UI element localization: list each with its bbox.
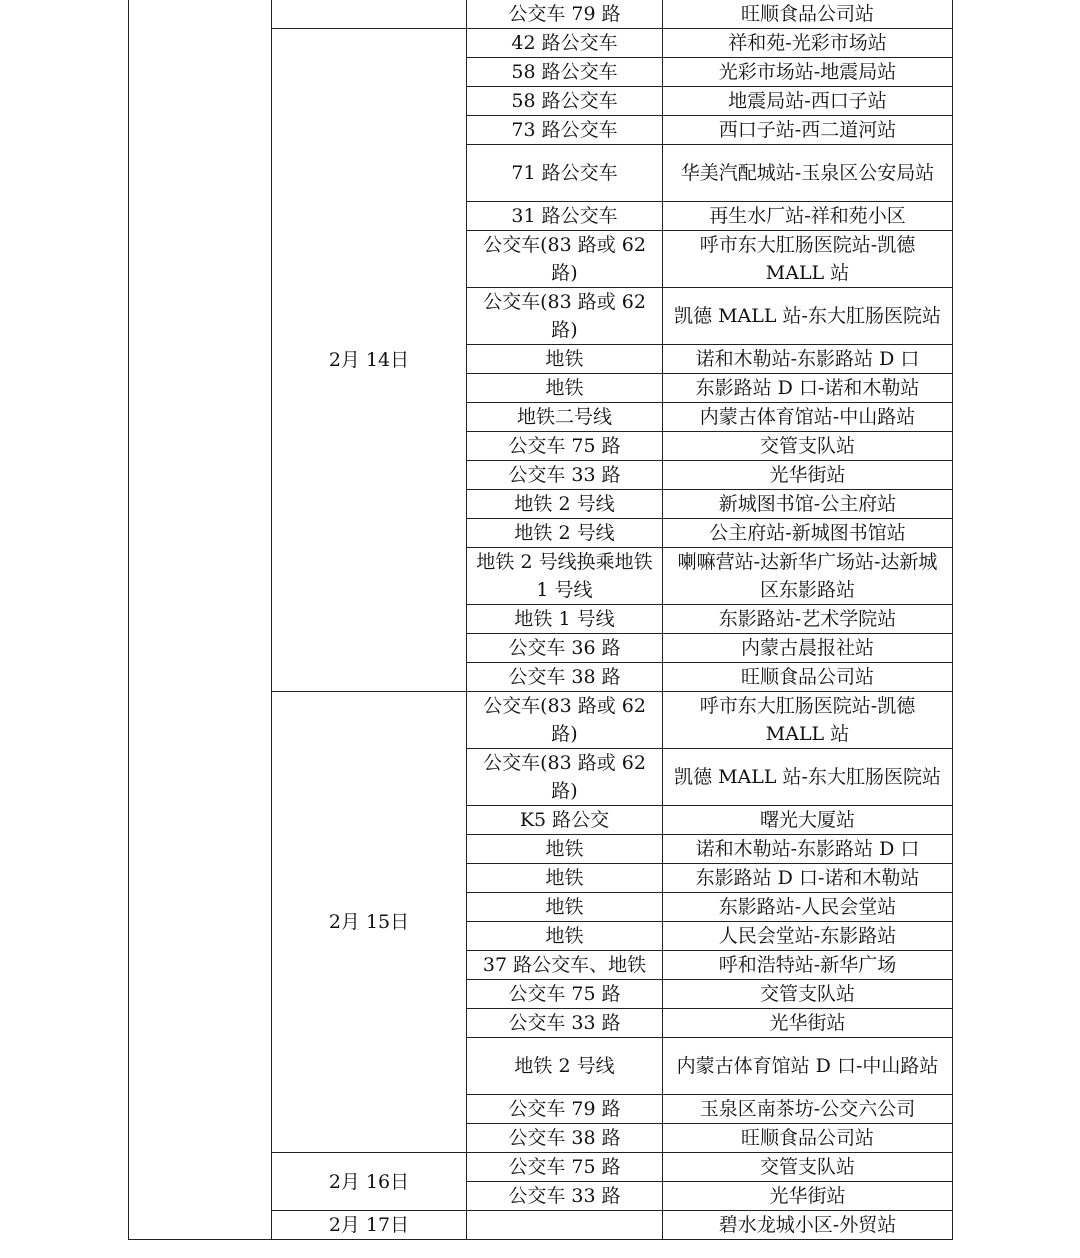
- date-cell-continued: [272, 0, 467, 29]
- table-row: [129, 0, 953, 29]
- route-stop-cell: 人民会堂站-东影路站: [663, 922, 953, 951]
- transport-mode-cell: 73 路公交车: [467, 116, 663, 145]
- route-stop-cell: 交管支队站: [663, 432, 953, 461]
- route-stop-cell: 东影路站-人民会堂站: [663, 893, 953, 922]
- date-cell: 2月 16日: [272, 1153, 467, 1211]
- transport-mode-cell: 地铁: [467, 835, 663, 864]
- transport-mode-cell: 地铁: [467, 374, 663, 403]
- transport-mode-cell: 地铁 2 号线: [467, 519, 663, 548]
- transport-mode-cell: [467, 1211, 663, 1240]
- transport-mode-cell: 地铁: [467, 922, 663, 951]
- transport-mode-cell: 地铁: [467, 345, 663, 374]
- transport-mode-cell: 31 路公交车: [467, 202, 663, 231]
- transport-mode-cell: 地铁: [467, 864, 663, 893]
- route-stop-cell: 诺和木勒站-东影路站 D 口: [663, 835, 953, 864]
- route-stop-cell: 光彩市场站-地震局站: [663, 58, 953, 87]
- route-stop-cell: 喇嘛营站-达新华广场站-达新城区东影路站: [663, 548, 953, 605]
- route-stop-cell: 旺顺食品公司站: [663, 0, 953, 29]
- route-stop-cell: 呼和浩特站-新华广场: [663, 951, 953, 980]
- route-stop-cell: 内蒙古晨报社站: [663, 634, 953, 663]
- transport-mode-cell: 公交车(83 路或 62 路): [467, 288, 663, 345]
- transport-mode-cell: 公交车 33 路: [467, 461, 663, 490]
- transport-mode-cell: 公交车 75 路: [467, 1153, 663, 1182]
- route-stop-cell: 内蒙古体育馆站-中山路站: [663, 403, 953, 432]
- route-stop-cell: 东影路站 D 口-诺和木勒站: [663, 864, 953, 893]
- transport-mode-cell: 公交车 79 路: [467, 0, 663, 29]
- route-stop-cell: 东影路站 D 口-诺和木勒站: [663, 374, 953, 403]
- transport-mode-cell: 公交车(83 路或 62 路): [467, 231, 663, 288]
- transport-mode-cell: 地铁 2 号线: [467, 1038, 663, 1095]
- route-stop-cell: 呼市东大肛肠医院站-凯德 MALL 站: [663, 692, 953, 749]
- route-stop-cell: 光华街站: [663, 461, 953, 490]
- transport-mode-cell: 地铁: [467, 893, 663, 922]
- transport-mode-cell: 公交车 75 路: [467, 432, 663, 461]
- transport-mode-cell: 公交车 38 路: [467, 663, 663, 692]
- transport-mode-cell: 地铁 2 号线: [467, 490, 663, 519]
- route-stop-cell: 内蒙古体育馆站 D 口-中山路站: [663, 1038, 953, 1095]
- route-stop-cell: 旺顺食品公司站: [663, 1124, 953, 1153]
- transport-mode-cell: 地铁 2 号线换乘地铁 1 号线: [467, 548, 663, 605]
- transport-mode-cell: 地铁二号线: [467, 403, 663, 432]
- date-cell: 2月 15日: [272, 692, 467, 1153]
- route-stop-cell: 交管支队站: [663, 1153, 953, 1182]
- route-stop-cell: 东影路站-艺术学院站: [663, 605, 953, 634]
- route-stop-cell: 光华街站: [663, 1182, 953, 1211]
- transport-mode-cell: 公交车(83 路或 62 路): [467, 692, 663, 749]
- route-stop-cell: 光华街站: [663, 1009, 953, 1038]
- route-table-body: [129, 0, 953, 1240]
- transport-mode-cell: 公交车 79 路: [467, 1095, 663, 1124]
- route-stop-cell: 交管支队站: [663, 980, 953, 1009]
- route-stop-cell: 公主府站-新城图书馆站: [663, 519, 953, 548]
- transport-mode-cell: 71 路公交车: [467, 145, 663, 202]
- transport-mode-cell: 公交车 33 路: [467, 1009, 663, 1038]
- route-stop-cell: 再生水厂站-祥和苑小区: [663, 202, 953, 231]
- route-stop-cell: 玉泉区南茶坊-公交六公司: [663, 1095, 953, 1124]
- route-stop-cell: 旺顺食品公司站: [663, 663, 953, 692]
- route-stop-cell: 凯德 MALL 站-东大肛肠医院站: [663, 749, 953, 806]
- transport-mode-cell: 公交车 75 路: [467, 980, 663, 1009]
- route-stop-cell: 祥和苑-光彩市场站: [663, 29, 953, 58]
- route-stop-cell: 诺和木勒站-东影路站 D 口: [663, 345, 953, 374]
- route-stop-cell: 华美汽配城站-玉泉区公安局站: [663, 145, 953, 202]
- transport-mode-cell: 58 路公交车: [467, 58, 663, 87]
- transport-mode-cell: 58 路公交车: [467, 87, 663, 116]
- transport-mode-cell: K5 路公交: [467, 806, 663, 835]
- transport-mode-cell: 公交车 36 路: [467, 634, 663, 663]
- route-stop-cell: 新城图书馆-公主府站: [663, 490, 953, 519]
- route-stop-cell: 呼市东大肛肠医院站-凯德 MALL 站: [663, 231, 953, 288]
- transport-mode-cell: 地铁 1 号线: [467, 605, 663, 634]
- transport-mode-cell: 公交车(83 路或 62 路): [467, 749, 663, 806]
- route-stop-cell: 凯德 MALL 站-东大肛肠医院站: [663, 288, 953, 345]
- route-stop-cell: 曙光大厦站: [663, 806, 953, 835]
- date-cell: 2月 17日: [272, 1211, 467, 1240]
- route-table: [128, 0, 953, 1240]
- transport-mode-cell: 公交车 38 路: [467, 1124, 663, 1153]
- transport-mode-cell: 42 路公交车: [467, 29, 663, 58]
- route-stop-cell: 碧水龙城小区-外贸站: [663, 1211, 953, 1240]
- transport-mode-cell: 37 路公交车、地铁: [467, 951, 663, 980]
- route-stop-cell: 西口子站-西二道河站: [663, 116, 953, 145]
- route-table-container: [128, 0, 952, 1240]
- blank-column-cell: [129, 0, 272, 1240]
- transport-mode-cell: 公交车 33 路: [467, 1182, 663, 1211]
- date-cell: 2月 14日: [272, 29, 467, 692]
- route-stop-cell: 地震局站-西口子站: [663, 87, 953, 116]
